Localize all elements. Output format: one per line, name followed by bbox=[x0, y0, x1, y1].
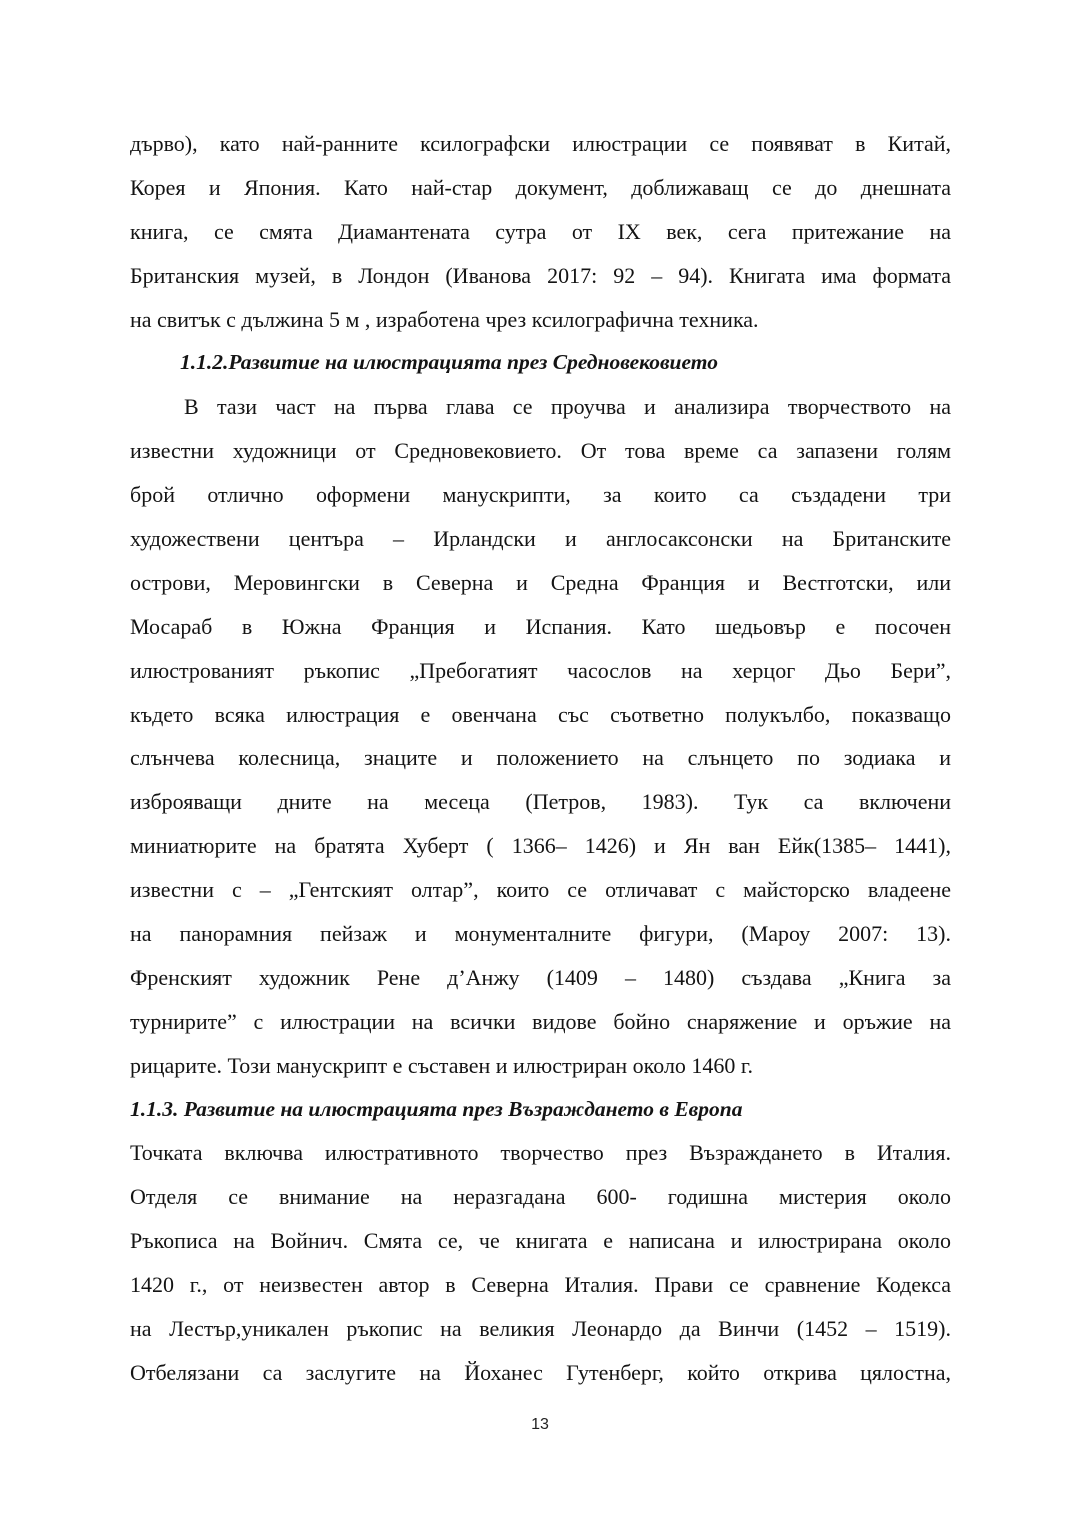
paragraph-medieval bbox=[130, 385, 951, 1087]
text-line: Отбелязани са заслугите на Йоханес Гутенберг, който открива цялостна, bbox=[130, 1359, 951, 1385]
text-line: брой отлично оформени манускрипти, за които са създадени три bbox=[130, 482, 951, 508]
text-line: Британския музей, в Лондон (Иванова 2017: 92 – 94). Книгата има формата bbox=[130, 262, 951, 288]
section-heading-1-1-2: 1.1.2.Развитие на илюстрацията през Средновековието bbox=[180, 350, 718, 375]
text-line: Френският художник Рене д’Анжу (1409 – 1480) създава „Книга за bbox=[130, 964, 951, 990]
text-line: острови, Меровингски в Северна и Средна Франция и Вестготски, или bbox=[130, 569, 951, 595]
text-line: книга, се смята Диамантената сутра от IX век, сега притежание на bbox=[130, 218, 951, 244]
text-line: Ръкописа на Войнич. Смята се, че книгата е написана и илюстрирана около bbox=[130, 1228, 951, 1254]
text-line: Отделя се внимание на неразгадана 600- годишна мистерия около bbox=[130, 1184, 951, 1210]
text-line: на панорамния пейзаж и монументалните фигури, (Мароу 2007: 13). bbox=[130, 921, 951, 947]
text-line: миниатюрите на братята Хуберт ( 1366– 1426) и Ян ван Ейк(1385– 1441), bbox=[130, 833, 951, 859]
paragraph-renaissance bbox=[130, 1131, 951, 1394]
text-line: на свитък с дължина 5 м , изработена чрез ксилографична техника. bbox=[130, 306, 759, 332]
page-number: 13 bbox=[531, 1416, 549, 1433]
text-line: известни с – „Гентският олтар”, които се отличават с майсторско владеене bbox=[130, 877, 951, 903]
text-line: слънчева колесница, знаците и положението на слънцето по зодиака и bbox=[130, 745, 951, 771]
page-body bbox=[130, 122, 951, 1395]
text-line: рицарите. Този манускрипт е съставен и илюстриран около 1460 г. bbox=[130, 1052, 753, 1078]
text-line: В тази част на първа глава се проучва и анализира творчеството на bbox=[184, 394, 951, 420]
text-line: известни художници от Средновековието. От това време са запазени голям bbox=[130, 438, 951, 464]
text-line: турнирите” с илюстрации на всички видове бойно снаряжение и оръжие на bbox=[130, 1008, 951, 1034]
section-heading-1-1-3: 1.1.3. Развитие на илюстрацията през Възраждането в Европа bbox=[130, 1096, 743, 1121]
text-line: Мосараб в Южна Франция и Испания. Като шедьовър е посочен bbox=[130, 613, 951, 639]
text-line: на Лестър,уникален ръкопис на великия Леонардо да Винчи (1452 – 1519). bbox=[130, 1316, 951, 1342]
text-line: 1420 г., от неизвестен автор в Северна Италия. Прави се сравнение Кодекса bbox=[130, 1272, 951, 1298]
paragraph-intro bbox=[130, 122, 951, 341]
text-line: художествени центъра – Ирландски и англосаксонски на Британските bbox=[130, 526, 951, 552]
text-line: дърво), като най-ранните ксилографски илюстрации се появяват в Китай, bbox=[130, 131, 951, 156]
text-line: изброяващи дните на месеца (Петров, 1983). Тук са включени bbox=[130, 789, 951, 815]
text-line: илюстрованият ръкопис „Пребогатият часослов на херцог Дьо Бери”, bbox=[130, 657, 951, 683]
text-line: Точката включва илюстративното творчество през Възраждането в Италия. bbox=[130, 1140, 951, 1166]
text-line: Корея и Япония. Като най-стар документ, доближаващ се до днешната bbox=[130, 174, 951, 200]
text-line: където всяка илюстрация е овенчана със съответно полукълбо, показващо bbox=[130, 701, 951, 727]
